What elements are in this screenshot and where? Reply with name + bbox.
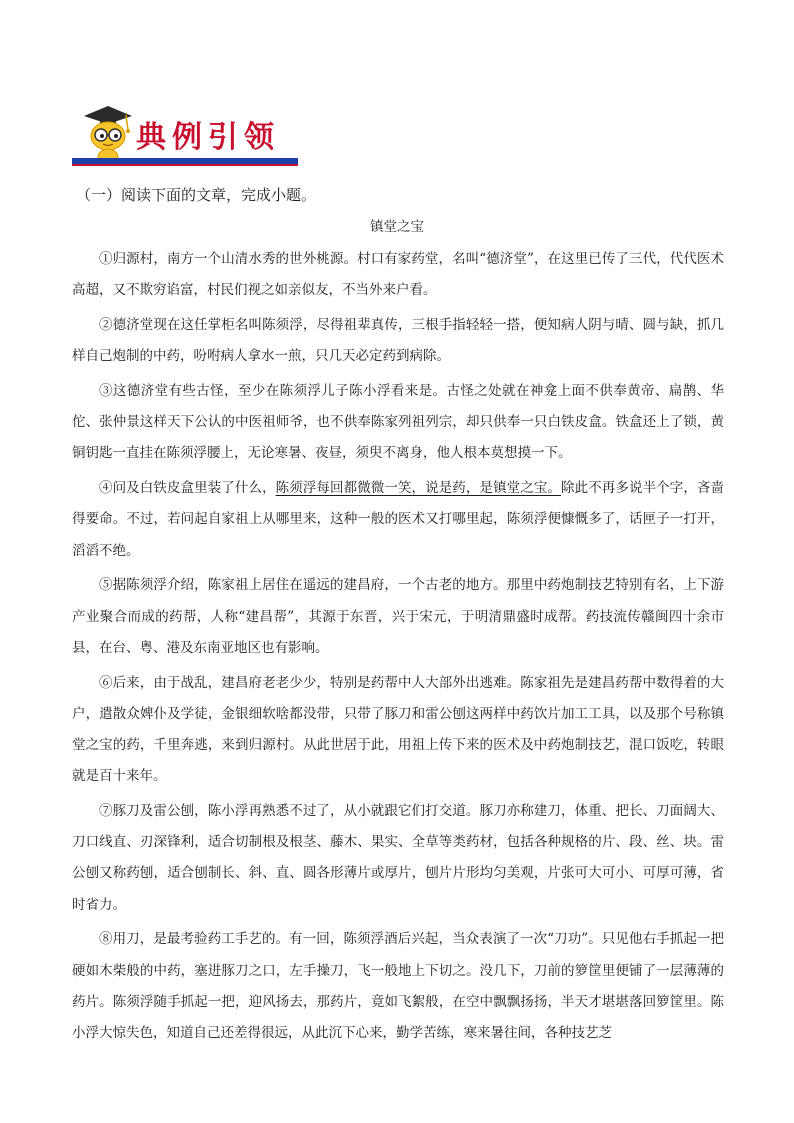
underlined-sentence: 陈须浮每回都微微一笑，说是药，是镇堂之宝。 xyxy=(275,480,562,497)
paragraph-4 xyxy=(72,473,724,567)
paragraph-text: ④问及白铁皮盒里装了什么， xyxy=(99,480,276,497)
section-title: 典例引领 xyxy=(136,120,280,155)
paragraph-text: ⑦豚刀及雷公刨，陈小浮再熟悉不过了，从小就跟它们打交道。豚刀亦称建刀，体重、把长、刀面阔大、刀口线直、刃深锋利，适合切制根及根茎、藤木、果实、全草等类药材，包括各种规格的片、段、丝、块。雷公刨又称药刨，适合刨制长、斜、直、圆各形薄片或厚片，刨片片形均匀美观，片张可大可小、可厚可薄，省时省力。 xyxy=(72,803,724,913)
paragraph-text: ⑧用刀，是最考验药工手艺的。有一回，陈须浮酒后兴起，当众表演了一次“刀功”。只见他右手抓起一把硬如木柴般的中药，塞进豚刀之口，左手操刀，飞一般地上下切之。没几下，刀前的箩筐里便铺了一层薄薄的药片。陈须浮随手抓起一把，迎风扬去，那药片，竟如飞絮般，在空中飘飘扬扬，半天才堪堪落回箩筐里。陈小浮大惊失色，知道自己还差得很远，从此沉下心来，勤学苦练，寒来暑往间，各种技艺芝 xyxy=(72,931,724,1042)
question-prompt: （一）阅读下面的文章，完成小题。 xyxy=(76,186,317,204)
paragraph-2 xyxy=(72,310,724,372)
section-header xyxy=(72,98,298,170)
header-underline xyxy=(72,158,298,166)
article-body xyxy=(72,244,724,1053)
paragraph-8 xyxy=(72,924,724,1049)
paragraph-text: ⑥后来，由于战乱，建昌府老老少少，特别是药帮中人大部外出逃难。陈家祖先是建昌药帮中数得着的大户，遣散众婢仆及学徒，金银细软啥都没带，只带了豚刀和雷公刨这两样中药饮片加工工具，以及那个号称镇堂之宝的药，千里奔逃，来到归源村。从此世居于此，用祖上传下来的医术及中药炮制技艺，混口饭吃，转眼就是百十来年。 xyxy=(72,674,724,785)
paragraph-text: ①归源村，南方一个山清水秀的世外桃源。村口有家药堂，名叫“德济堂”，在这里已传了三代，代代医术高超，又不欺穷谄富，村民们视之如亲似友，不当外来户看。 xyxy=(72,251,724,299)
graduate-mascot-icon xyxy=(78,102,138,166)
paragraph-3 xyxy=(72,376,724,470)
paragraph-text: ⑤据陈须浮介绍，陈家祖上居住在遥远的建昌府，一个古老的地方。那里中药炮制技艺特别有名，上下游产业聚合而成的药帮，人称“建昌帮”，其源于东晋，兴于宋元，于明清鼎盛时成帮。药技流传赣闽四十余市县，在台、粤、港及东南亚地区也有影响。 xyxy=(72,577,724,656)
paragraph-5 xyxy=(72,570,724,664)
paragraph-7 xyxy=(72,796,724,921)
paragraph-text: ②德济堂现在这任掌柜名叫陈须浮，尽得祖辈真传，三根手指轻轻一搭，便知病人阴与晴、圆与缺，抓几样自己炮制的中药，吩咐病人拿水一煎，只几天必定药到病除。 xyxy=(72,317,724,365)
header-underline-red xyxy=(72,164,298,166)
paragraph-text-after: 除此不再多说半个字，吝啬得要命。不过，若问起自家祖上从哪里来，这种一般的医术又打哪里起，陈须浮便慷慨多了，话匣子一打开，滔滔不绝。 xyxy=(72,480,725,559)
paragraph-6 xyxy=(72,668,724,793)
paragraph-text: ③这德济堂有些古怪，至少在陈须浮儿子陈小浮看来是。古怪之处就在神龛上面不供奉黄帝、扁鹊、华佗、张仲景这样天下公认的中医祖师爷，也不供奉陈家列祖列宗，却只供奉一只白铁皮盒。铁盒还上了锁，黄铜钥匙一直挂在陈须浮腰上，无论寒暑、夜昼，须臾不离身，他人根本莫想摸一下。 xyxy=(72,383,724,462)
article-title: 镇堂之宝 xyxy=(370,219,424,235)
paragraph-1 xyxy=(72,244,724,306)
